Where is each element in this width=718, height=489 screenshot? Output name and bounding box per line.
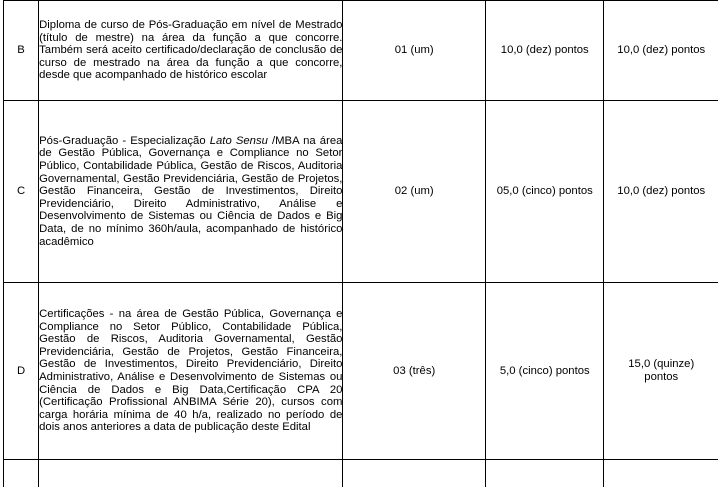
table-row-partial (4, 460, 718, 487)
item-cell (4, 460, 39, 487)
description-cell: Certificações - na área de Gestão Pública, Governança e Compliance no Setor Público, Contabilidade Pública, Gestão de Riscos, Auditoria Governamental, Gestão Previdenciária, Gestão de Projetos, Gestão Financeira, Gestão de Investimentos, Direito Previdenciário, Direito Administrativo, Análise e Desenvolvimento de Sistemas ou Ciência de Dados e Big Data,Certificação CPA 20 (Certificação Profissional ANBIMA Série 20), cursos com carga horária mínima de 40 h/a, realizado no período de dois anos anteriores a data de publicação deste Edital (39, 283, 343, 460)
item-cell: B (4, 1, 39, 101)
item-cell: D (4, 283, 39, 460)
unit-points-cell: 05,0 (cinco) pontos (486, 101, 604, 283)
description-cell: Diploma de curso de Pós-Graduação em nível de Mestrado (título de mestre) na área da função a que concorre. Também será aceito certificado/declaração de conclusão de curso de mestrado na área da função a que concorre, desde que acompanhado de histórico escolar (39, 1, 343, 101)
scoring-table (3, 0, 718, 487)
quantity-cell (343, 460, 486, 487)
max-points-cell (604, 460, 718, 487)
description-prefix: Pós-Graduação - Especialização (39, 134, 210, 147)
table-row-b (4, 1, 718, 101)
unit-points-cell (486, 460, 604, 487)
max-points-cell: 10,0 (dez) pontos (604, 101, 718, 283)
quantity-cell: 03 (três) (343, 283, 486, 460)
description-italic-term: Lato Sensu (209, 134, 268, 147)
description-cell (39, 460, 343, 487)
unit-points-cell: 5,0 (cinco) pontos (486, 283, 604, 460)
table-row-d (4, 283, 718, 460)
description-cell (39, 101, 343, 283)
description-suffix: /MBA na área de Gestão Pública, Governança e Compliance no Setor Público, Contabilidade Pública, Gestão de Riscos, Auditoria Governamental, Gestão Previdenciária, Gestão de Projetos, Gestão Financeira, Gestão de Investimentos, Direito Previdenciário, Direito Administrativo, Análise e Desenvolvimento de Sistemas ou Ciência de Dados e Big Data, de no mínimo 360h/aula, acompanhado de histórico acadêmico (39, 134, 343, 248)
quantity-cell: 02 (um) (343, 101, 486, 283)
max-points-cell: 15,0 (quinze) pontos (604, 283, 718, 460)
quantity-cell: 01 (um) (343, 1, 486, 101)
item-cell: C (4, 101, 39, 283)
unit-points-cell: 10,0 (dez) pontos (486, 1, 604, 101)
table-row-c (4, 101, 718, 283)
max-points-cell: 10,0 (dez) pontos (604, 1, 718, 101)
